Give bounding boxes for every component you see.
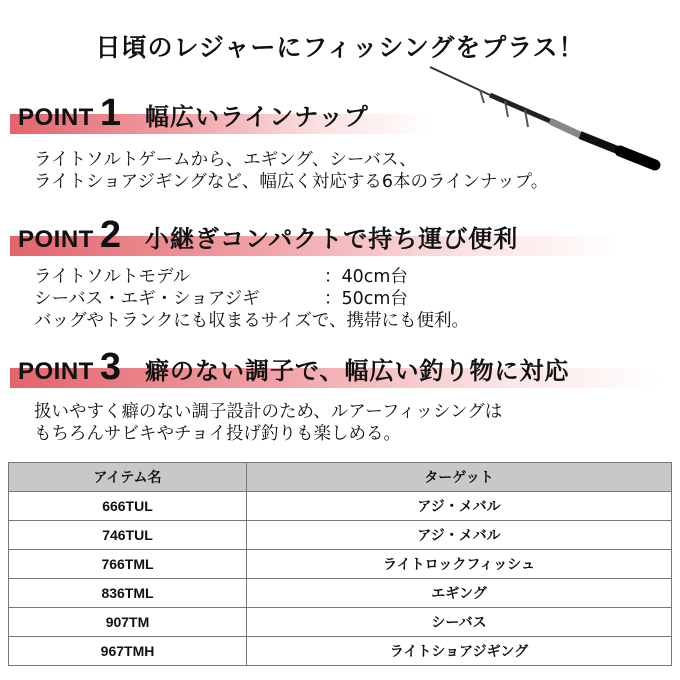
point-number: 2 — [99, 214, 121, 256]
item-name-cell: 666TUL — [9, 492, 247, 521]
body-line: 扱いやすく癖のない調子設計のため、ルアーフィッシングは — [34, 402, 503, 422]
point-number: 1 — [99, 92, 121, 134]
point-label: POINT — [18, 226, 94, 253]
table-row — [9, 550, 672, 579]
body-line: もちろんサビキやチョイ投げ釣りも楽しめる。 — [34, 424, 401, 444]
spec-name: シーバス・エギ・ショアジギ — [34, 289, 260, 309]
target-cell: エギング — [247, 579, 672, 608]
body-line: ライトソルトゲームから、エギング、シーバス、 — [34, 150, 417, 170]
body-line: バッグやトランクにも収まるサイズで、携帯にも便利。 — [34, 311, 470, 331]
item-name-cell: 836TML — [9, 579, 247, 608]
item-name-cell: 907TM — [9, 608, 247, 637]
point-number: 3 — [99, 346, 121, 388]
column-header-target: ターゲット — [247, 463, 672, 492]
target-cell: ライトロックフィッシュ — [247, 550, 672, 579]
table-row — [9, 637, 672, 666]
point-1-body — [34, 149, 548, 193]
spec-name: ライトソルトモデル — [34, 267, 191, 287]
spec-value: ：50cm台 — [324, 289, 408, 309]
table-row — [9, 608, 672, 637]
product-table — [8, 462, 672, 666]
point-3-body — [34, 401, 502, 445]
point-heading-text: 幅広いラインナップ — [144, 103, 369, 131]
table-row — [9, 521, 672, 550]
spec-value: ：40cm台 — [324, 267, 408, 287]
target-cell: ライトショアジギング — [247, 637, 672, 666]
point-3-heading — [18, 346, 570, 389]
body-line: ライトショアジギングなど、幅広く対応する6本のラインナップ。 — [34, 172, 549, 192]
spec-row — [34, 288, 469, 310]
table-row — [9, 579, 672, 608]
target-cell: アジ・メバル — [247, 492, 672, 521]
item-name-cell: 967TMH — [9, 637, 247, 666]
target-cell: アジ・メバル — [247, 521, 672, 550]
item-name-cell: 766TML — [9, 550, 247, 579]
target-cell: シーバス — [247, 608, 672, 637]
point-label: POINT — [18, 358, 94, 385]
point-1-heading — [18, 92, 369, 135]
table-row — [9, 492, 672, 521]
point-2-heading — [18, 214, 518, 257]
point-heading-text: 小継ぎコンパクトで持ち運び便利 — [144, 225, 519, 253]
page-title: 日頃のレジャーにフィッシングをプラス！ — [95, 33, 585, 62]
point-label: POINT — [18, 104, 94, 131]
spec-row — [34, 266, 469, 288]
column-header-item-name: アイテム名 — [9, 463, 247, 492]
point-heading-text: 癖のない調子で、幅広い釣り物に対応 — [144, 357, 570, 385]
item-name-cell: 746TUL — [9, 521, 247, 550]
point-2-body — [34, 266, 469, 332]
